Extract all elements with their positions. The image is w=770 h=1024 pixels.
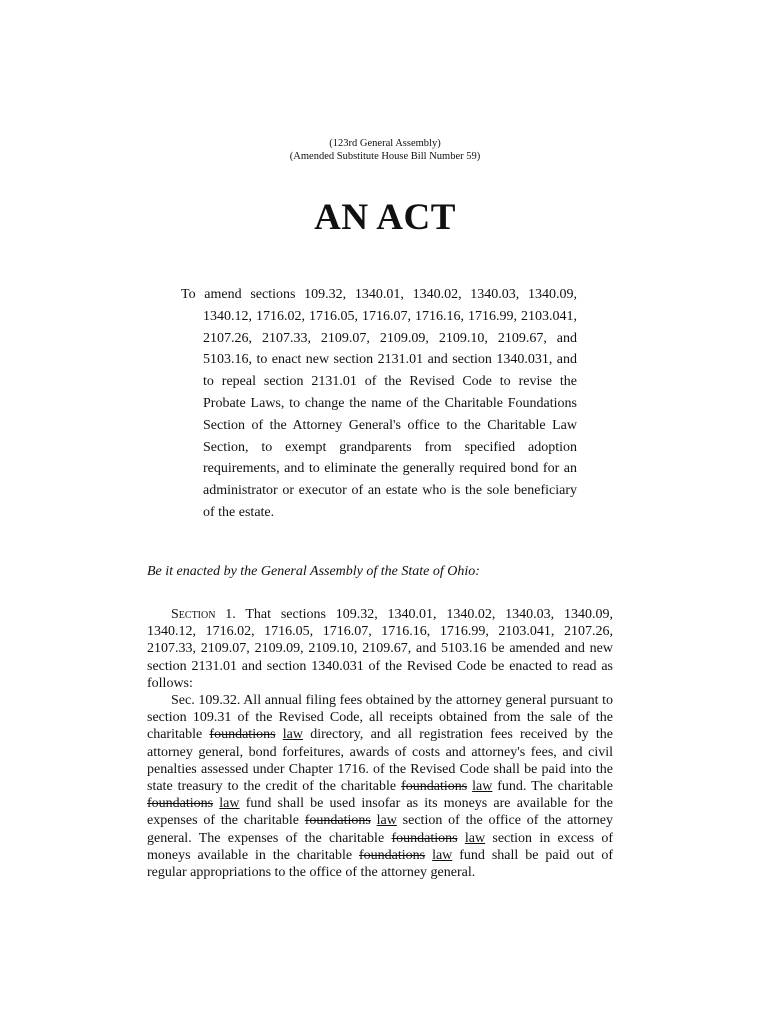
bill-number-line: (Amended Substitute House Bill Number 59)	[289, 151, 481, 162]
sec-text: Sec. 109.32. All annual filing fees obtained by the attorney general pursuant to section 109.31 of the Revised Code, all receipts obtained from the sale of the charitable	[147, 693, 613, 743]
act-purpose-clause: To amend sections 109.32, 1340.01, 1340.02, 1340.03, 1340.09, 1340.12, 1716.02, 1716.05, 1716.07, 1716.16, 1716.99, 2103.041, 2107.26, 2107.33, 2109.07, 2109.09, 2109.10, 2109.67, and 5103.16, to enact new section 2131.01 and section 1340.031, and to repeal section 2131.01 of the Revised Code to revise the Probate Laws, to change the name of the Charitable Foundations Section of the Attorney General's office to the Charitable Law Section, to exempt grandparents from specified adoption requirements, and to eliminate the generally required bond for an administrator or executor of an estate who is the sole beneficiary of the estate.	[181, 287, 577, 520]
deleted-text: foundations	[401, 779, 468, 795]
enacting-clause: Be it enacted by the General Assembly of the State of Ohio:	[147, 564, 480, 579]
inserted-text: law	[219, 796, 240, 812]
deleted-text: foundations	[391, 830, 458, 846]
deleted-text: foundations	[304, 813, 371, 829]
assembly-header	[0, 137, 770, 163]
section-number: 1.	[215, 607, 236, 622]
sec-109-32-paragraph	[147, 692, 613, 881]
section-1-text: That sections 109.32, 1340.01, 1340.02, 1340.03, 1340.09, 1340.12, 1716.02, 1716.05, 1716.07, 1716.16, 1716.99, 2103.041, 2107.26, 2107.33, 2109.07, 2109.09, 2109.10, 2109.67, and 5103.16 be amended and new section 2131.01 and section 1340.031 of the Revised Code be enacted to read as follows:	[147, 607, 614, 691]
sec-text: fund. The charitable	[492, 779, 613, 795]
section-1-paragraph	[147, 606, 613, 692]
deleted-text: foundations	[209, 727, 276, 743]
sec-text: section in excess of moneys available in the charitable	[147, 830, 613, 863]
inserted-text: law	[464, 830, 486, 846]
section-label: Section	[171, 607, 216, 622]
inserted-text: law	[282, 727, 303, 743]
sec-text: directory, and all registration fees received by the attorney general, bond forfeitures, awards of costs and attorney's fees, and civil penalties assessed under Chapter 1716. of the Revised Code shall be paid into the state treasury to the credit of the charitable	[147, 727, 613, 795]
act-title: AN ACT	[314, 197, 456, 238]
inserted-text: law	[472, 779, 493, 795]
sec-text: fund shall be paid out of regular appropriations to the office of the attorney general.	[147, 847, 613, 881]
sec-text: section of the office of the attorney general. The expenses of the charitable	[147, 813, 613, 846]
deleted-text: foundations	[359, 847, 426, 863]
inserted-text: law	[376, 813, 397, 829]
inserted-text: law	[432, 847, 453, 863]
deleted-text: foundations	[147, 796, 214, 812]
act-body	[147, 606, 613, 881]
assembly-line: (123rd General Assembly)	[329, 138, 441, 149]
sec-text: fund shall be used insofar as its moneys are available for the expenses of the charitable	[147, 796, 614, 829]
